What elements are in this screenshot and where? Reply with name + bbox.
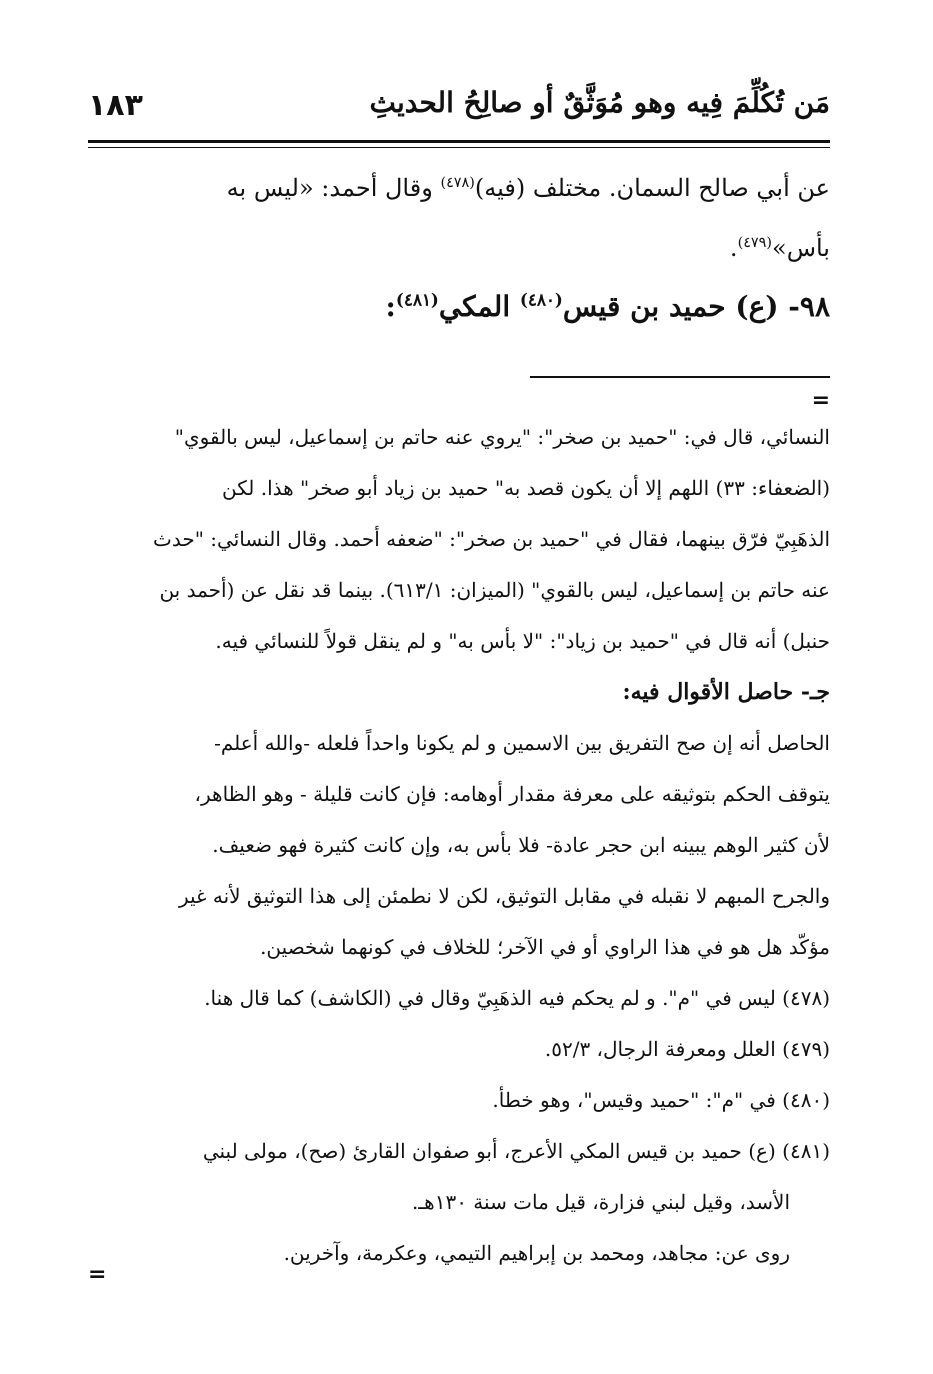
page-number: ١٨٣ (88, 88, 143, 123)
footnote-ref-481: (٤٨١) (395, 289, 439, 310)
footnote-line: لأن كثير الوهم يبينه ابن حجر عادة- فلا بأس به، وإن كانت كثيرة فهو ضعيف. (212, 833, 830, 857)
footnote-line: مؤكّد هل هو في هذا الراوي أو في الآخر؛ للخلاف في كونهما شخصين. (260, 935, 830, 959)
footnote-paragraph-1 (102, 412, 830, 1279)
page-header (88, 78, 830, 134)
footnote-line: الذهَبِيّ فرّق بينهما، فقال في "حميد بن صخر": "ضعفه أحمد. وقال النسائي: "حدث (153, 527, 830, 551)
body-line-2: بأس»$^{(٤٧٩)}$. (729, 234, 830, 262)
footnote-479: (٤٧٩) العلل ومعرفة الرجال، ٥٢/٣. (544, 1037, 830, 1061)
footnote-line: (الضعفاء: ٣٣) اللهم إلا أن يكون قصد به" حميد بن زياد أبو صخر" هذا. لكن (222, 476, 830, 500)
footnote-ref-478: (٤٧٨) (440, 175, 475, 191)
section-heading: جـ- حاصل الأقوال فيه: (622, 679, 830, 705)
footnote-line: حنبل) أنه قال في "حميد بن زياد": "لا بأس به" و لم ينقل قولاً للنسائي فيه. (215, 629, 830, 653)
footnote-480: (٤٨٠) في "م": "حميد وقيس"، وهو خطأ. (492, 1088, 830, 1112)
footnote-481-narrators: روى عن: مجاهد، ومحمد بن إبراهيم التيمي، وعكرمة، وآخرين. (283, 1241, 790, 1265)
end-continuation-mark: = (88, 1262, 107, 1287)
footnote-separator (530, 376, 830, 378)
footnote-481: (٤٨١) (ع) حميد بن قيس المكي الأعرج، أبو صفوان القارئ (صح)، مولى لبني (202, 1139, 830, 1163)
header-rule-thick (88, 140, 830, 143)
continuation-mark: = (811, 388, 830, 413)
footnote-line: عنه حاتم بن إسماعيل، ليس بالقوي" (الميزان: ٦١٣/١). بينما قد نقل عن (أحمد بن (159, 578, 830, 602)
footnote-line: الحاصل أنه إن صح التفريق بين الاسمين و لم يكونا واحداً فلعله -والله أعلم- (214, 731, 830, 755)
body-paragraph (102, 158, 830, 278)
footnote-ref-479: (٤٧٩) (737, 235, 773, 251)
footnote-ref-480: (٤٨٠) (519, 289, 563, 310)
footnote-478: (٤٧٨) ليس في "م". و لم يحكم فيه الذهَبِيّ وقال في (الكاشف) كما قال هنا. (204, 986, 830, 1010)
header-rule-thin (88, 147, 830, 148)
footnote-481-continued: الأسد، وقيل لبني فزارة، قيل مات سنة ١٣٠هـ. (411, 1190, 790, 1214)
footnote-line: والجرح المبهم لا نقبله في مقابل التوثيق، لكن لا نطمئن إلى هذا التوثيق لأنه غير (178, 884, 830, 908)
body-line-1: عن أبي صالح السمان. مختلف (فيه)$^{(٤٧٨)}$ وقال أحمد: «ليس به (226, 174, 830, 202)
entry-heading: ٩٨- (ع) حميد بن قيس$^{(٤٨٠)}$ المكي$^{(٤٨١)}$: (385, 289, 830, 323)
footnote-line: النسائي، قال في: "حميد بن صخر": "يروي عنه حاتم بن إسماعيل، ليس بالقوي" (174, 425, 830, 449)
running-title: مَن تُكُلِّمَ فِيه وهو مُوَثَّقٌ أو صالِحُ الحديثِ (369, 86, 830, 119)
footnote-line: يتوقف الحكم بتوثيقه على معرفة مقدار أوهامه: فإن كانت قليلة - وهو الظاهر، (194, 782, 830, 806)
